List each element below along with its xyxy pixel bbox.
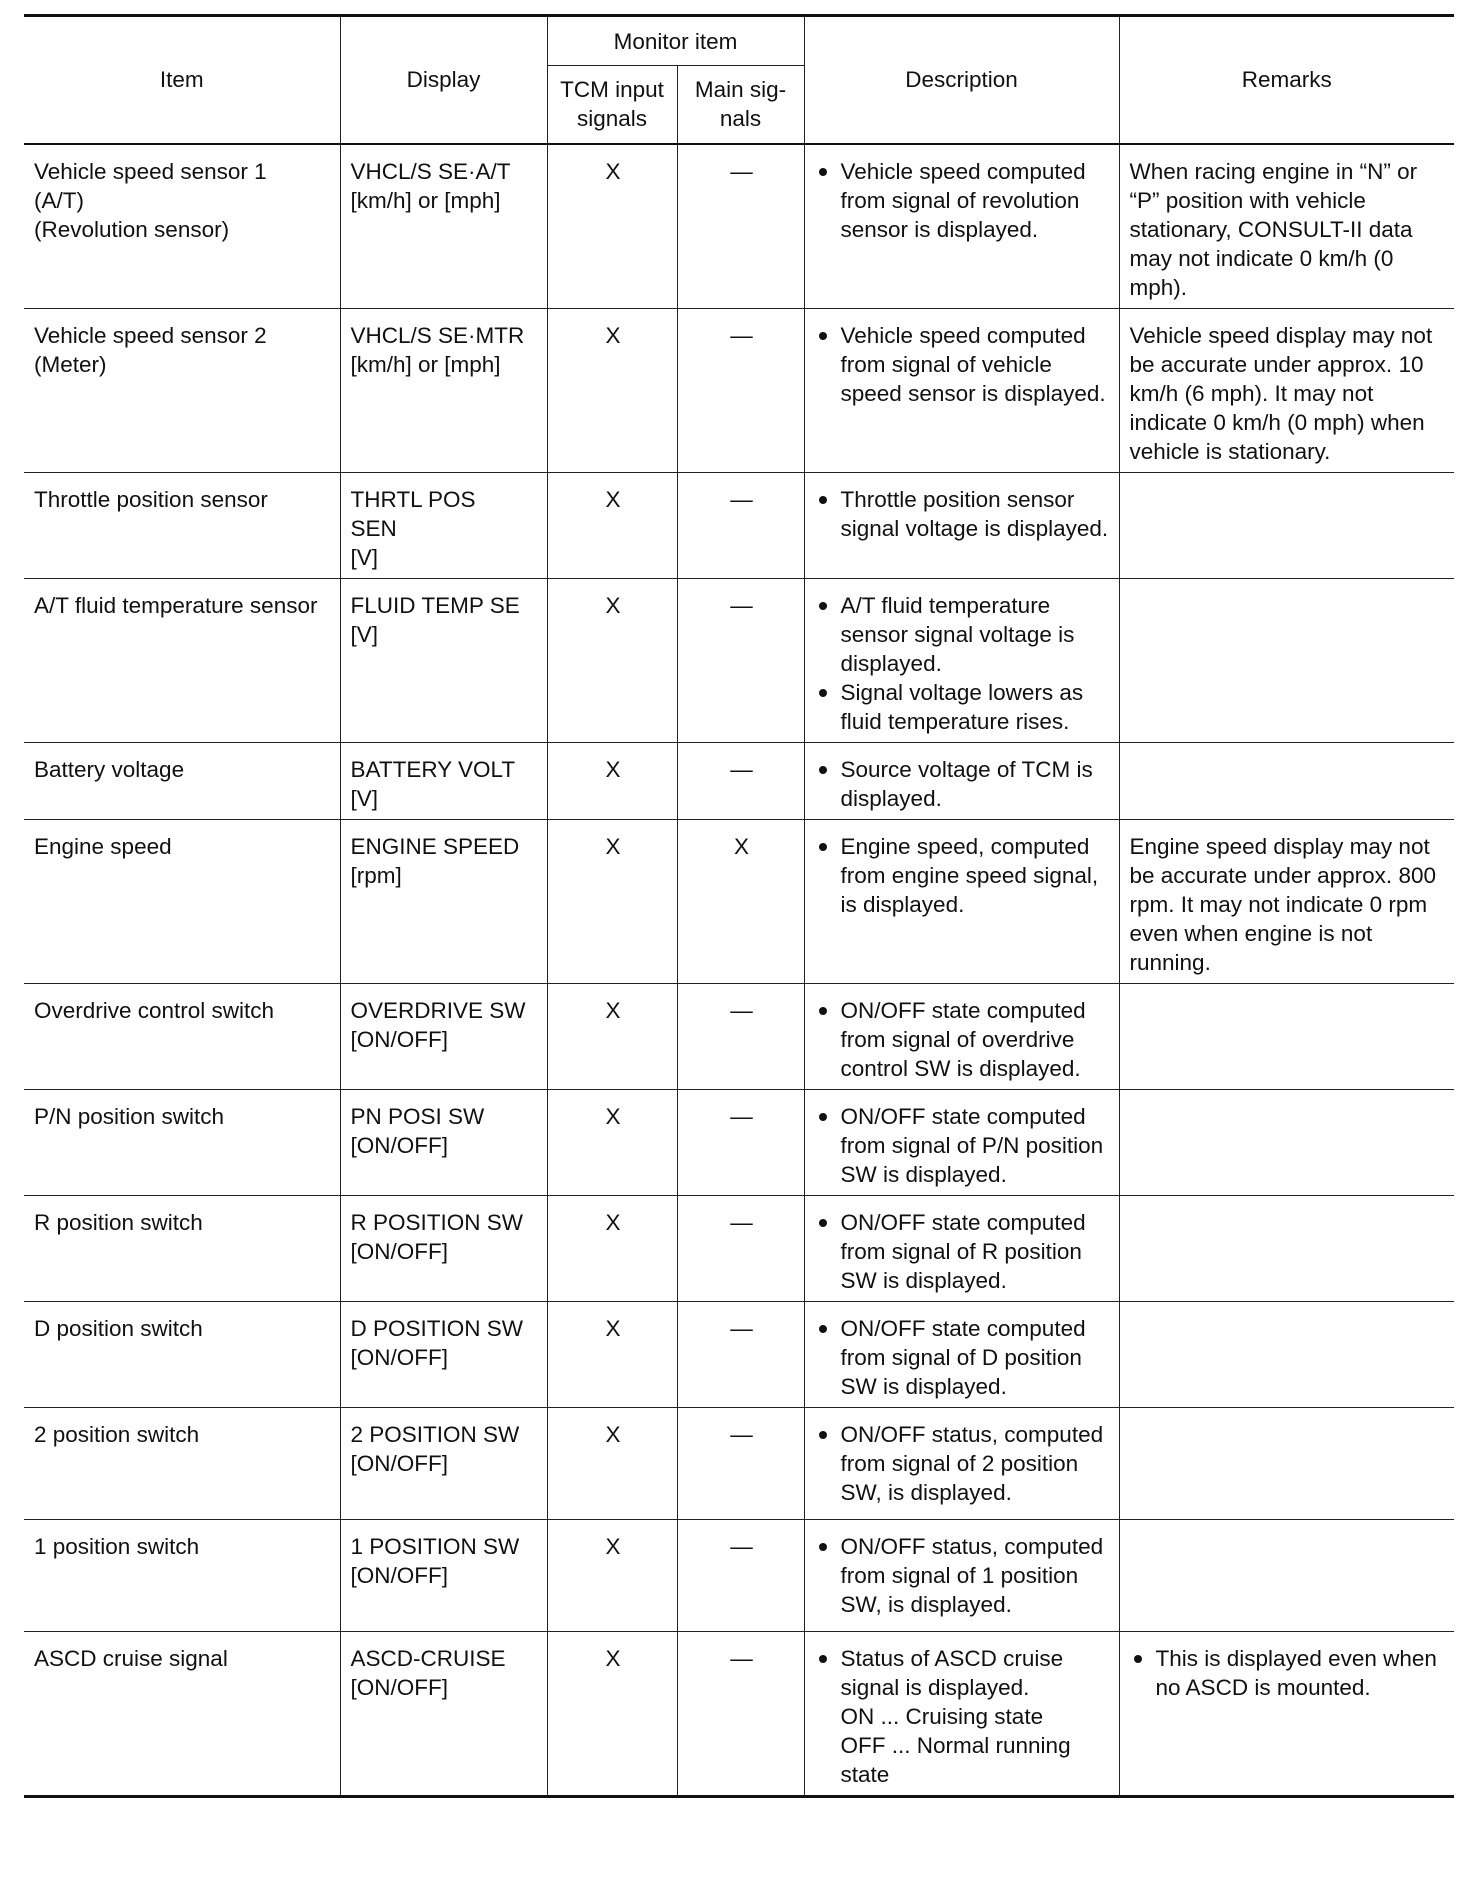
remarks-cell (1119, 309, 1454, 473)
description-bullet (815, 1644, 1111, 1789)
description-cell (804, 473, 1119, 579)
display-cell (340, 1408, 547, 1520)
item-text: Vehicle speed sensor 1 (A/T) (Revolution sensor) (34, 158, 267, 242)
item-text: D position switch (34, 1316, 203, 1341)
table-row (24, 144, 1454, 309)
description-text: A/T fluid temperature sensor signal voltage is displayed. (840, 593, 1075, 676)
header-description: Description (804, 16, 1119, 144)
item-cell (24, 309, 340, 473)
display-cell (340, 144, 547, 309)
item-text: R position switch (34, 1210, 203, 1235)
item-cell (24, 1520, 340, 1632)
description-cell (804, 1090, 1119, 1196)
description-cell (804, 1302, 1119, 1408)
description-cell (804, 144, 1119, 309)
description-cell (804, 743, 1119, 820)
description-text: ON/OFF status, computed from signal of 1 position SW, is displayed. (840, 1534, 1104, 1617)
description-list (815, 1644, 1111, 1789)
description-list (815, 1208, 1111, 1295)
description-list (815, 1532, 1111, 1619)
item-text: 2 position switch (34, 1422, 200, 1447)
remarks-cell (1119, 1632, 1454, 1797)
main-signal-mark: — (677, 473, 804, 579)
tcm-input-mark: X (547, 1090, 677, 1196)
description-text: Status of ASCD cruise signal is displayed. ON ... Cruising state OFF ... Normal running state (840, 1646, 1071, 1787)
table-row (24, 820, 1454, 984)
display-text: PN POSI SW [ON/OFF] (350, 1104, 485, 1158)
description-cell (804, 820, 1119, 984)
description-bullet (815, 1208, 1111, 1295)
description-text: Signal voltage lowers as fluid temperature rises. (840, 680, 1084, 734)
main-signal-mark: — (677, 1408, 804, 1520)
tcm-input-mark: X (547, 1196, 677, 1302)
item-cell (24, 1632, 340, 1797)
item-text: Throttle position sensor (34, 487, 268, 512)
item-cell (24, 144, 340, 309)
description-bullet (815, 591, 1111, 678)
header-main-signals: Main sig- nals (677, 66, 804, 144)
table-row (24, 984, 1454, 1090)
main-signal-mark: — (677, 579, 804, 743)
header-display: Display (340, 16, 547, 144)
main-signal-mark: — (677, 1632, 804, 1797)
display-text: BATTERY VOLT [V] (350, 757, 516, 811)
description-bullet (815, 1532, 1111, 1619)
item-cell (24, 1302, 340, 1408)
table-row (24, 1196, 1454, 1302)
item-text: Overdrive control switch (34, 998, 275, 1023)
item-text: P/N position switch (34, 1104, 225, 1129)
description-list (815, 996, 1111, 1083)
description-bullet (815, 996, 1111, 1083)
description-list (815, 591, 1111, 736)
display-cell (340, 579, 547, 743)
description-text: ON/OFF state computed from signal of P/N position SW is displayed. (840, 1104, 1104, 1187)
description-list (815, 755, 1111, 813)
table-row (24, 1090, 1454, 1196)
item-text: Vehicle speed sensor 2 (Meter) (34, 323, 267, 377)
description-list (815, 1102, 1111, 1189)
table-row (24, 1302, 1454, 1408)
description-cell (804, 579, 1119, 743)
item-cell (24, 473, 340, 579)
item-text: Battery voltage (34, 757, 185, 782)
header-tcm-input-signals: TCM input signals (547, 66, 677, 144)
item-cell (24, 1408, 340, 1520)
description-list (815, 1420, 1111, 1507)
item-cell (24, 1196, 340, 1302)
display-cell (340, 473, 547, 579)
tcm-input-mark: X (547, 984, 677, 1090)
description-list (815, 321, 1111, 408)
item-cell (24, 579, 340, 743)
description-cell (804, 1408, 1119, 1520)
display-cell (340, 743, 547, 820)
item-cell (24, 820, 340, 984)
description-cell (804, 1632, 1119, 1797)
item-text: ASCD cruise signal (34, 1646, 228, 1671)
description-text: ON/OFF status, computed from signal of 2 position SW, is displayed. (840, 1422, 1104, 1505)
description-list (815, 157, 1111, 244)
display-cell (340, 984, 547, 1090)
tcm-input-mark: X (547, 820, 677, 984)
description-bullet (815, 321, 1111, 408)
tcm-input-mark: X (547, 309, 677, 473)
display-text: FLUID TEMP SE [V] (350, 593, 520, 647)
description-bullet (815, 1420, 1111, 1507)
description-text: Engine speed, computed from engine speed signal, is displayed. (840, 834, 1099, 917)
table-row (24, 473, 1454, 579)
description-bullet (815, 1102, 1111, 1189)
tcm-input-mark: X (547, 1632, 677, 1797)
remarks-cell (1119, 820, 1454, 984)
description-bullet (815, 485, 1111, 543)
table-row (24, 579, 1454, 743)
display-text: OVERDRIVE SW [ON/OFF] (350, 998, 526, 1052)
description-bullet (815, 678, 1111, 736)
main-signal-mark: X (677, 820, 804, 984)
description-text: ON/OFF state computed from signal of overdrive control SW is displayed. (840, 998, 1086, 1081)
remarks-cell (1119, 579, 1454, 743)
table-row (24, 1408, 1454, 1520)
description-list (815, 832, 1111, 919)
main-signal-mark: — (677, 1302, 804, 1408)
display-cell (340, 1632, 547, 1797)
description-cell (804, 1196, 1119, 1302)
description-text: ON/OFF state computed from signal of R position SW is displayed. (840, 1210, 1086, 1293)
remarks-text: When racing engine in “N” or “P” position with vehicle stationary, CONSULT-II data may not indicate 0 km/h (0 mph). (1129, 158, 1418, 300)
display-text: THRTL POS SEN [V] (350, 487, 476, 570)
display-text: D POSITION SW [ON/OFF] (350, 1316, 524, 1370)
remarks-cell (1119, 743, 1454, 820)
monitor-item-table (24, 14, 1454, 1798)
display-cell (340, 1090, 547, 1196)
tcm-input-mark: X (547, 1408, 677, 1520)
remarks-text: Vehicle speed display may not be accurate under approx. 10 km/h (6 mph). It may not indicate 0 km/h (0 mph) when vehicle is stationary. (1129, 323, 1433, 464)
remarks-cell (1119, 1302, 1454, 1408)
table-row (24, 1632, 1454, 1797)
header-row-1 (24, 16, 1454, 66)
remarks-cell (1119, 984, 1454, 1090)
description-list (815, 1314, 1111, 1401)
display-cell (340, 820, 547, 984)
main-signal-mark: — (677, 1196, 804, 1302)
table-header (24, 16, 1454, 144)
display-cell (340, 1196, 547, 1302)
description-text: Vehicle speed computed from signal of vehicle speed sensor is displayed. (840, 323, 1106, 406)
remarks-cell (1119, 1408, 1454, 1520)
header-remarks: Remarks (1119, 16, 1454, 144)
item-cell (24, 984, 340, 1090)
remarks-text: Engine speed display may not be accurate under approx. 800 rpm. It may not indicate 0 rpm even when engine is not running. (1129, 834, 1436, 975)
tcm-input-mark: X (547, 579, 677, 743)
display-text: 2 POSITION SW [ON/OFF] (350, 1422, 520, 1476)
description-text: Vehicle speed computed from signal of revolution sensor is displayed. (840, 158, 1086, 242)
tcm-input-mark: X (547, 473, 677, 579)
item-text: 1 position switch (34, 1534, 200, 1559)
tcm-input-mark: X (547, 1302, 677, 1408)
display-cell (340, 1520, 547, 1632)
remarks-cell (1119, 473, 1454, 579)
main-signal-mark: — (677, 309, 804, 473)
table-row (24, 1520, 1454, 1632)
description-bullet (815, 157, 1111, 244)
display-text: 1 POSITION SW [ON/OFF] (350, 1534, 520, 1588)
main-signal-mark: — (677, 984, 804, 1090)
main-signal-mark: — (677, 1090, 804, 1196)
description-bullet (815, 755, 1111, 813)
display-text: VHCL/S SE·A/T [km/h] or [mph] (350, 158, 511, 213)
remarks-bullet (1130, 1644, 1447, 1702)
description-text: Source voltage of TCM is displayed. (840, 757, 1093, 811)
display-cell (340, 309, 547, 473)
display-text: VHCL/S SE·MTR [km/h] or [mph] (350, 323, 525, 377)
item-cell (24, 743, 340, 820)
tcm-input-mark: X (547, 1520, 677, 1632)
display-text: ENGINE SPEED [rpm] (350, 834, 520, 888)
description-cell (804, 309, 1119, 473)
remarks-list (1130, 1644, 1447, 1702)
item-cell (24, 1090, 340, 1196)
remarks-cell (1119, 144, 1454, 309)
display-cell (340, 1302, 547, 1408)
tcm-input-mark: X (547, 144, 677, 309)
description-list (815, 485, 1111, 543)
remarks-cell (1119, 1520, 1454, 1632)
description-text: Throttle position sensor signal voltage is displayed. (840, 487, 1109, 541)
remarks-cell (1119, 1090, 1454, 1196)
display-text: ASCD-CRUISE [ON/OFF] (350, 1646, 506, 1700)
description-cell (804, 984, 1119, 1090)
table-row (24, 743, 1454, 820)
tcm-input-mark: X (547, 743, 677, 820)
main-signal-mark: — (677, 743, 804, 820)
description-bullet (815, 832, 1111, 919)
description-cell (804, 1520, 1119, 1632)
header-item: Item (24, 16, 340, 144)
main-signal-mark: — (677, 144, 804, 309)
description-text: ON/OFF state computed from signal of D position SW is displayed. (840, 1316, 1086, 1399)
item-text: A/T fluid temperature sensor (34, 593, 318, 618)
remarks-cell (1119, 1196, 1454, 1302)
main-signal-mark: — (677, 1520, 804, 1632)
description-bullet (815, 1314, 1111, 1401)
table-row (24, 309, 1454, 473)
item-text: Engine speed (34, 834, 172, 859)
table-body (24, 144, 1454, 1797)
document-page (24, 14, 1454, 1798)
display-text: R POSITION SW [ON/OFF] (350, 1210, 524, 1264)
header-monitor-item: Monitor item (547, 16, 804, 66)
remarks-text: This is displayed even when no ASCD is mounted. (1155, 1646, 1437, 1700)
